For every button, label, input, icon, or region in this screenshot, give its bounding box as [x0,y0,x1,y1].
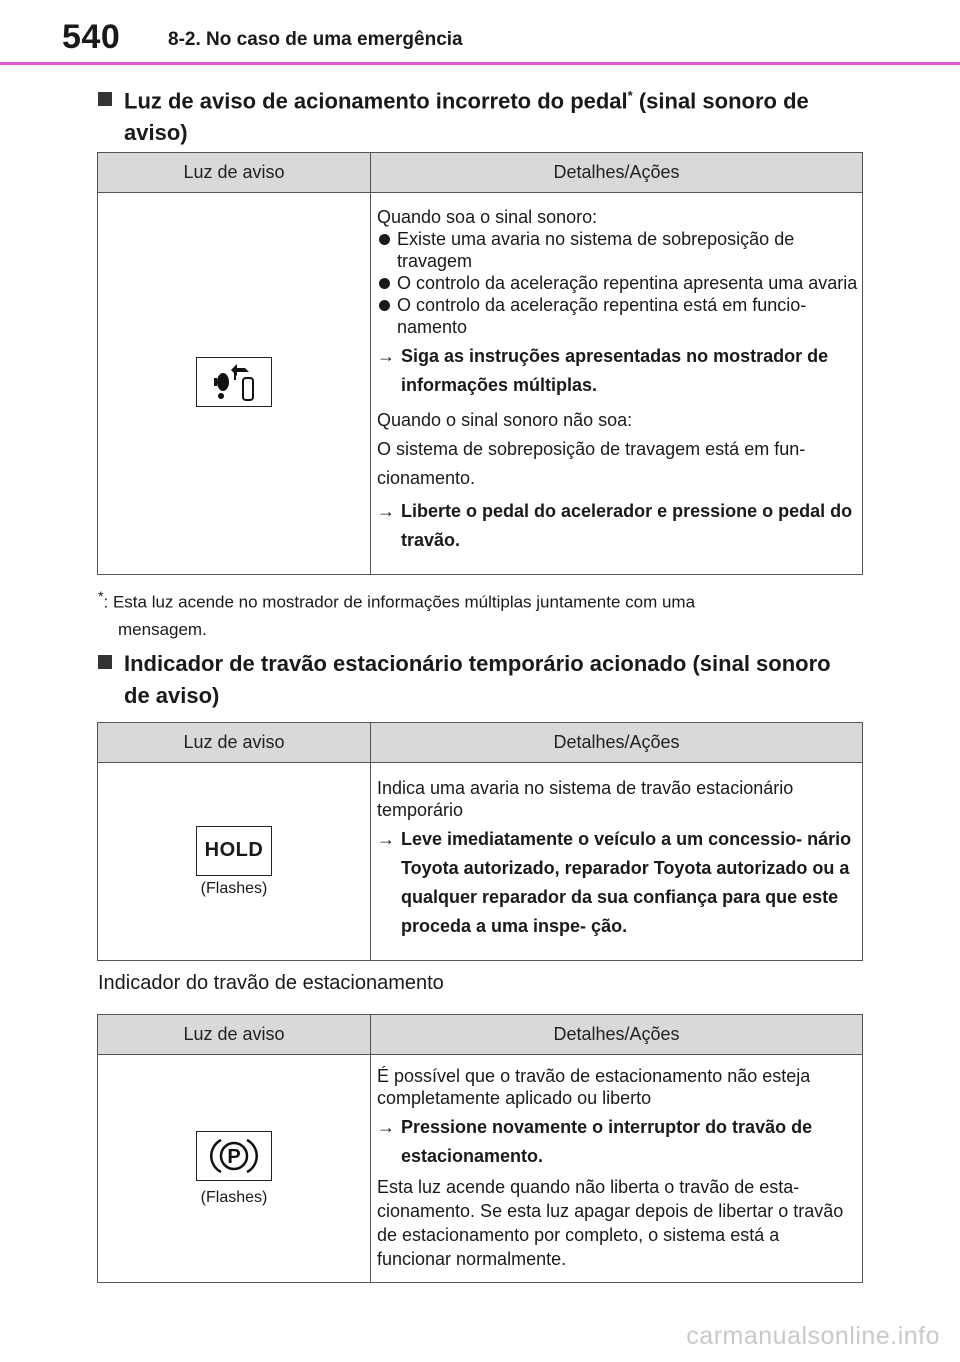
warning-table-hold [97,722,863,961]
arrow-right-icon: → [377,346,395,366]
arrow-right-icon: → [377,828,395,849]
details-cell-hold [371,763,863,961]
col-header-warning-light: Luz de aviso [98,1015,371,1055]
details-cell-pedal [371,193,863,575]
flash-label: (Flashes) [200,879,268,897]
action-instruction: → Siga as instruções apresentadas no mostrador de informações múltiplas. [377,342,858,400]
warning-table-parking-brake [97,1014,863,1283]
footnote-marker: * [98,589,104,605]
detail-bullet: O controlo da aceleração repentina apresenta uma avaria [377,272,858,294]
page-header [0,0,960,66]
col-header-details: Detalhes/Ações [371,723,863,763]
watermark: carmanualsonline.info [686,1322,940,1350]
detail-text-2: Esta luz acende quando não liberta o travão de esta- cionamento. Se esta luz apagar depois de libertar o travão de estacionamento por completo, o sistema está a funcionar normalmente. [377,1176,844,1269]
action-instruction: → Leve imediatamente o veículo a um concessio- nário Toyota autorizado, reparador Toyota autorizado ou a qualquer reparador da sua confiança para que este proceda a uma inspe- ção. [377,825,858,941]
detail-text-2: O sistema de sobreposição de travagem está em fun- cionamento. [377,439,806,488]
footnote: *: Esta luz acende no mostrador de informações múltiplas juntamente com uma mensagem. [98,589,696,639]
section-title-parking-brake: Indicador do travão de estacionamento [98,972,444,994]
detail-bullet: Existe uma avaria no sistema de sobreposição de travagem [377,228,858,272]
parking-brake-letter: P [227,1145,241,1168]
square-bullet-icon [98,92,112,106]
parking-brake-icon [196,1131,272,1181]
warning-light-cell [98,763,371,961]
pedal-misapplication-warning-icon [196,357,272,407]
col-header-warning-light: Luz de aviso [98,153,371,193]
arrow-right-icon: → [377,1116,395,1137]
col-header-details: Detalhes/Ações [371,153,863,193]
square-bullet-icon [98,655,112,669]
warning-table-pedal [97,152,863,575]
detail-intro-2: Quando o sinal sonoro não soa: [377,410,633,430]
warning-light-cell [98,193,371,575]
arrow-right-icon: → [377,501,395,521]
warning-light-cell [98,1055,371,1283]
header-divider [0,62,960,65]
parking-brake-svg [197,1132,271,1180]
detail-intro: Quando soa o sinal sonoro: [377,207,598,227]
detail-text: Indica uma avaria no sistema de travão estacionário temporário [377,777,794,820]
action-instruction: → Pressione novamente o interruptor do travão de estacionamento. [377,1113,858,1171]
page-number: 540 [62,18,121,56]
section-title-pedal-warning: Luz de aviso de acionamento incorreto do pedal* (sinal sonoro de aviso) [98,80,858,149]
flash-label: (Flashes) [200,1188,268,1206]
details-cell-parking-brake [371,1055,863,1283]
action-instruction: → Liberte o pedal do acelerador e pressione o pedal do travão. [377,497,858,555]
col-header-details: Detalhes/Ações [371,1015,863,1055]
section-title-hold: Indicador de travão estacionário temporário acionado (sinal sonoro de aviso) [98,648,858,712]
hold-indicator-icon: HOLD [196,826,272,876]
detail-text: É possível que o travão de estacionamento não esteja completamente aplicado ou liberto [377,1065,811,1108]
pedal-warning-svg [197,358,271,406]
col-header-warning-light: Luz de aviso [98,723,371,763]
chapter-title: 8-2. No caso de uma emergência [168,29,463,50]
detail-bullet: O controlo da aceleração repentina está em funcio- namento [377,294,858,338]
